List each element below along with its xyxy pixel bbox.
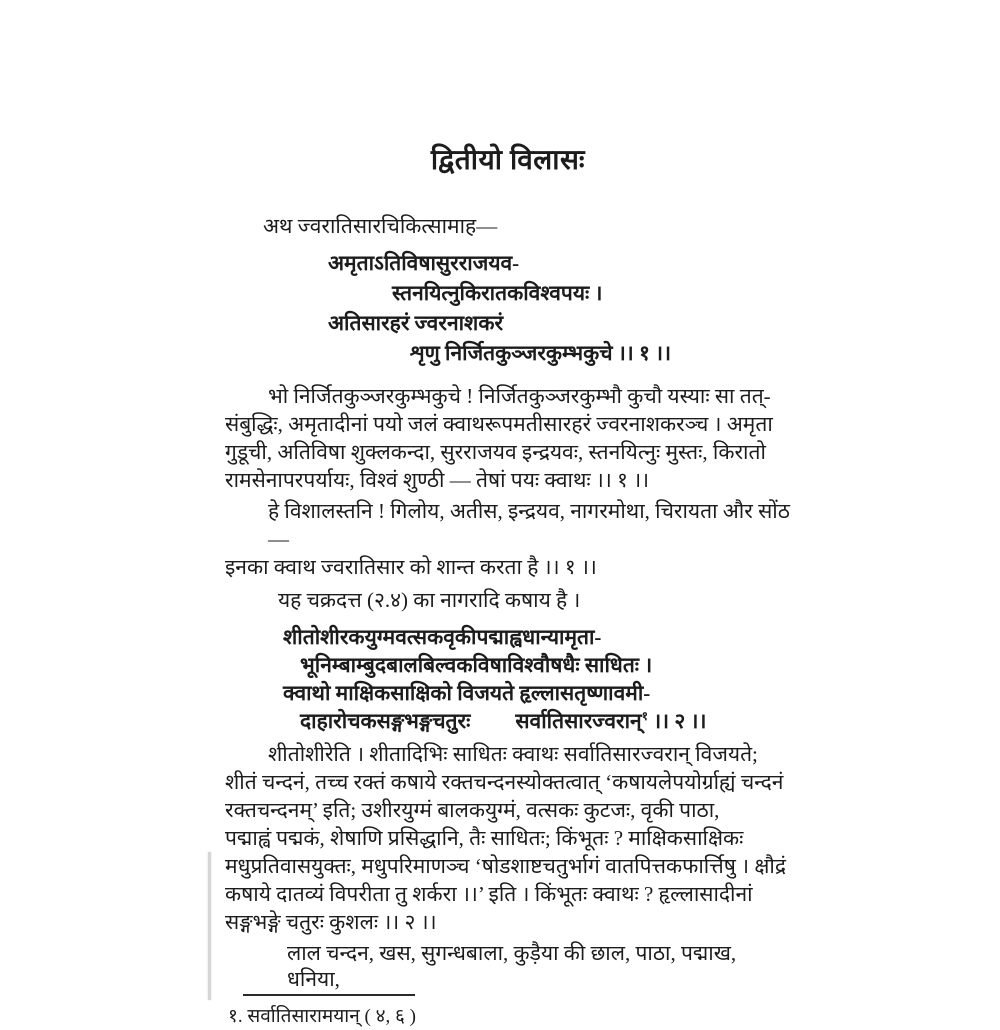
paragraph-line: हे विशालस्तनि ! गिलोय, अतीस, इन्द्रयव, नागरमोथा, चिरायता और सोंठ—	[268, 499, 790, 551]
verse-1-line-2: स्तनयित्नुकिरातकविश्वपयः ।	[392, 281, 603, 305]
page-title: द्वितीयो विलासः	[430, 145, 586, 176]
paragraph-line: शीतोशीरेति । शीतादिभिः साधितः क्वाथः सर्वातिसारज्वरान् विजयते;	[268, 742, 758, 766]
sanskrit-commentary-2	[225, 740, 791, 936]
scan-artifact-line	[208, 852, 211, 1000]
verse-2-line-4-end: ।। २ ।।	[647, 709, 707, 733]
verse-2-line-1: शीतोशीरकयुग्मवत्सकवृकीपद्माह्वधान्यामृता-	[283, 625, 602, 649]
hindi-translation-1	[225, 497, 791, 581]
verse-1	[225, 248, 791, 368]
paragraph-line: सङ्गभङ्गे चतुरः कुशलः ।। २ ।।	[225, 910, 437, 934]
paragraph-line: इनका क्वाथ ज्वरातिसार को शान्त करता है ।। १ ।।	[225, 555, 597, 579]
verse-2-line-2: भूनिम्बाम्बुदबालबिल्वकविषाविश्वौषधैः साधितः ।	[300, 653, 653, 677]
footnote-marker: १	[641, 709, 648, 723]
footnote-divider	[243, 994, 415, 996]
intro-line: अथ ज्वरातिसारचिकित्सामाह—	[263, 214, 498, 238]
paragraph-line: कषाये दातव्यं विपरीता तु शर्करा ।।’ इति । किंभूतः क्वाथः ? हृल्लासादीनां	[225, 882, 753, 906]
verse-1-line-1: अमृताऽतिविषासुरराजयव-	[328, 251, 520, 275]
verse-2-line-3: क्वाथो माक्षिकसाक्षिको विजयते हृल्लासतृष्णावमी-	[283, 681, 651, 705]
paragraph-line: लाल चन्दन, खस, सुगन्धबाला, कुड़ैया की छाल, पाठा, पद्माख, धनिया,	[287, 941, 737, 991]
paragraph-line: गुडूची, अतिविषा शुक्लकन्दा, सुरराजयव इन्द्रयवः, स्तनयित्नुः मुस्तः, किरातो	[225, 440, 766, 464]
verse-2-line-4	[225, 707, 791, 735]
paragraph-line: पद्माह्वं पद्मकं, शेषाणि प्रसिद्धानि, तैः साधितः; किंभूतः ? माक्षिकसाक्षिकः	[225, 826, 744, 850]
paragraph-line: रामसेनापरपर्यायः, विश्वं शुण्ठी — तेषां पयः क्वाथः ।। १ ।।	[225, 468, 650, 492]
paragraph-line: रक्तचन्दनम्’ इति; उशीरयुग्मं बालकयुग्मं, वत्सकः कुटजः, वृकी पाठा,	[225, 798, 720, 822]
verse-2	[225, 623, 791, 735]
paragraph-line: संबुद्धिः, अमृतादीनां पयो जलं क्वाथरूपमतीसारहरं ज्वरनाशकरञ्च । अमृता	[225, 412, 773, 436]
paragraph-line: भो निर्जितकुञ्जरकुम्भकुचे ! निर्जितकुञ्जरकुम्भौ कुचौ यस्याः सा तत्-	[268, 384, 771, 408]
paragraph-line: यह चक्रदत्त (२.४) का नागरादि कषाय है ।	[278, 588, 581, 612]
paragraph-line: मधुप्रतिवासयुक्तः, मधुपरिमाणञ्च ‘षोडशाष्टचतुर्भागं वातपित्तकफार्त्तिषु । क्षौद्रं	[225, 854, 786, 878]
verse-1-line-3: अतिसारहरं ज्वरनाशकरं	[328, 311, 504, 335]
text-block	[225, 140, 791, 1030]
paragraph-line: शीतं चन्दनं, तच्च रक्तं कषाये रक्तचन्दनस्योक्तत्वात् ‘कषायलेपयोर्ग्राह्यं चन्दनं	[225, 770, 784, 794]
footnote-text: १. सर्वातिसारामयान् ( ४, ६ )	[228, 1006, 416, 1027]
verse-2-line-4-right: सर्वातिसारज्वरान्	[515, 709, 642, 733]
sanskrit-commentary-1	[225, 382, 791, 494]
verse-2-line-4-left: दाहारोचकसङ्गभङ्गचतुरः	[300, 709, 471, 733]
reference-note	[225, 586, 791, 614]
hindi-translation-2	[225, 940, 791, 992]
verse-1-line-4: शृणु निर्जितकुञ्जरकुम्भकुचे ।। १ ।।	[410, 341, 672, 365]
